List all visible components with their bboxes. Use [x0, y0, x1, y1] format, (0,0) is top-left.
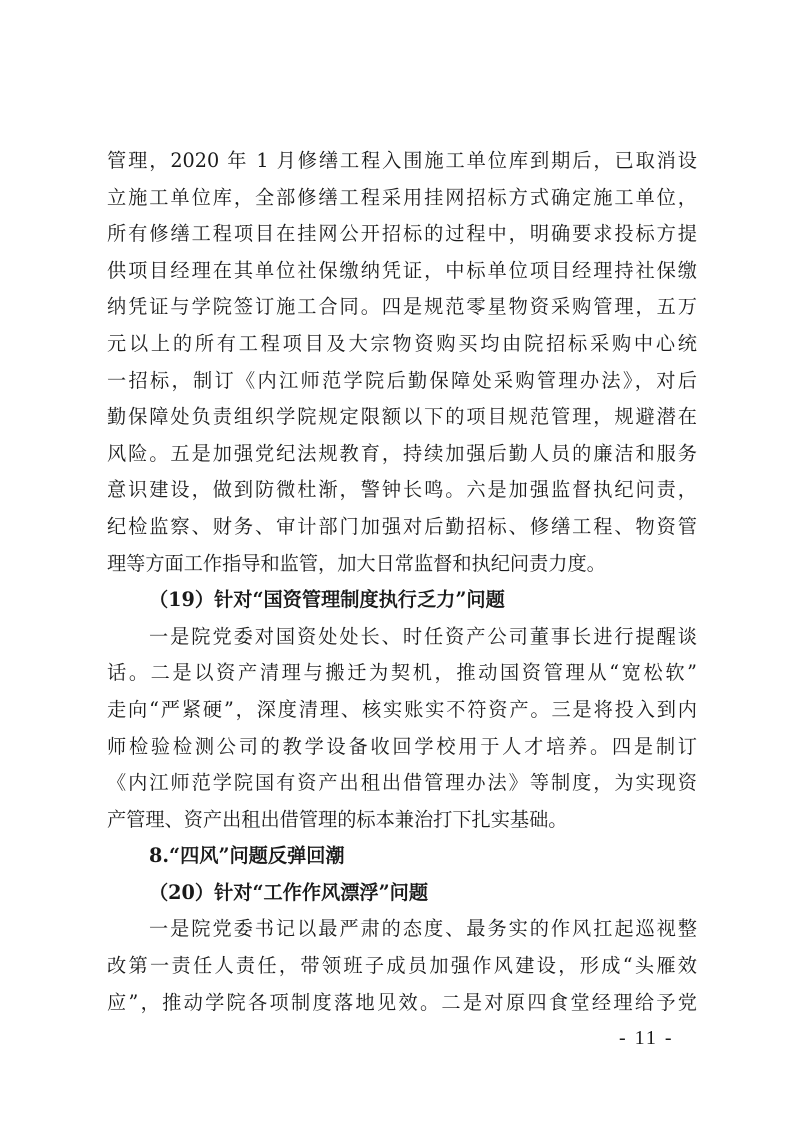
text-line: 一招标，制订《内江师范学院后勤保障处采购管理办法》，对后 [107, 368, 697, 392]
text-line: 应”，推动学院各项制度落地见效。二是对原四食堂经理给予党 [107, 990, 697, 1014]
document-body [107, 143, 697, 1021]
text-line: 话。二是以资产清理与搬迁为契机，推动国资管理从“宽松软” [107, 661, 697, 685]
text-line: 勤保障处负责组织学院规定限额以下的项目规范管理，规避潜在 [107, 405, 697, 429]
text-line: 一是院党委书记以最严肃的态度、最务实的作风扛起巡视整 [149, 917, 697, 941]
section-heading-20: （20）针对“工作作风漂浮”问题 [149, 880, 429, 904]
text-line: 意识建设，做到防微杜渐，警钟长鸣。六是加强监督执纪问责， [107, 478, 697, 502]
section-heading-8: 8.“四风”问题反弹回潮 [149, 844, 345, 868]
text-line: 《内江师范学院国有资产出租出借管理办法》等制度，为实现资 [107, 771, 697, 795]
text-line: 立施工单位库，全部修缮工程采用挂网招标方式确定施工单位， [107, 185, 697, 209]
text-line: 纳凭证与学院签订施工合同。四是规范零星物资采购管理，五万 [107, 295, 697, 319]
section-heading-19: （19）针对“国资管理制度执行乏力”问题 [149, 588, 505, 612]
text-line: 理等方面工作指导和监管，加大日常监督和执纪问责力度。 [107, 551, 606, 575]
text-line: 管理，2020 年 1 月修缮工程入围施工单位库到期后，已取消设 [107, 149, 697, 172]
paragraph [107, 911, 697, 1021]
text-line: 元以上的所有工程项目及大宗物资购买均由院招标采购中心统 [107, 331, 697, 355]
paragraph [107, 619, 697, 839]
text-line: 纪检监察、财务、审计部门加强对后勤招标、修缮工程、物资管 [107, 514, 697, 538]
text-line: 产管理、资产出租出借管理的标本兼治打下扎实基础。 [107, 807, 568, 831]
text-line: 改第一责任人责任，带领班子成员加强作风建设，形成“头雁效 [107, 954, 697, 978]
text-line: 风险。五是加强党纪法规教育，持续加强后勤人员的廉洁和服务 [107, 441, 697, 465]
paragraph [107, 143, 697, 582]
text-line: 师检验检测公司的教学设备收回学校用于人才培养。四是制订 [107, 734, 697, 758]
text-line: 一是院党委对国资处处长、时任资产公司董事长进行提醒谈 [149, 624, 697, 648]
page-number: - 11 - [619, 1027, 674, 1049]
text-line: 所有修缮工程项目在挂网公开招标的过程中，明确要求投标方提 [107, 222, 697, 246]
text-line: 走向“严紧硬”，深度清理、核实账实不符资产。三是将投入到内 [107, 697, 697, 721]
text-line: 供项目经理在其单位社保缴纳凭证，中标单位项目经理持社保缴 [107, 258, 697, 282]
